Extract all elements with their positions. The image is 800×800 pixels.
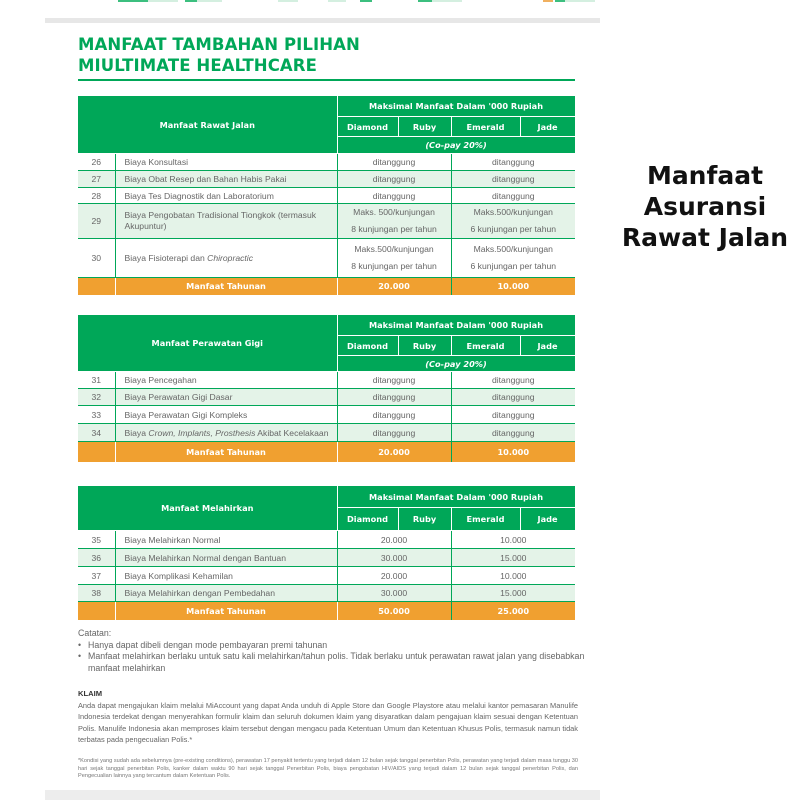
page-separator-top	[45, 18, 600, 23]
label-text: Biaya	[124, 427, 149, 438]
label-text: Biaya Fisioterapi dan	[124, 253, 208, 263]
table-row	[78, 567, 575, 585]
plan-diamond-header: Diamond	[337, 508, 398, 531]
max-benefit-header: Maksimal Manfaat Dalam '000 Rupiah	[337, 486, 575, 508]
annual-total-row	[78, 602, 575, 620]
row-number: 31	[78, 372, 115, 389]
plan-diamond-header: Diamond	[337, 336, 398, 356]
row-number: 27	[78, 171, 115, 188]
table-row	[78, 531, 575, 549]
note-item: • Hanya dapat dibeli dengan mode pembayaran premi tahunan	[78, 640, 588, 652]
row-number: 32	[78, 389, 115, 406]
caption-line-3: Rawat Jalan	[621, 223, 789, 252]
total-diamond-ruby: 20.000	[337, 278, 451, 295]
diamond-ruby-value: ditanggung	[337, 389, 451, 406]
emerald-jade-value: ditanggung	[451, 389, 575, 406]
section-header: Manfaat Rawat Jalan	[78, 96, 337, 154]
visits-per-year: 6 kunjungan per tahun	[470, 261, 557, 271]
max-per-visit: Maks. 500/kunjungan	[353, 207, 435, 217]
benefit-label: Biaya Perawatan Gigi Dasar	[115, 389, 337, 406]
emerald-jade-value: ditanggung	[451, 154, 575, 171]
emerald-jade-value	[451, 239, 575, 278]
total-blank	[78, 602, 115, 620]
footnote-text: *Kondisi yang sudah ada sebelumnya (pre-existing conditions), perawatan 17 penyakit tertentu yang terjadi dalam 12 bulan sejak tanggal penerbitan Polis, perawatan yang terjadi dalam masa tunggu 30 hari sejak tanggal penerbitan Polis, kanker dalam waktu 90 hari sejak tanggal Penerbitan Polis, biaya pengobatan HIV/AIDS yang terjadi dalam 12 bulan sejak tanggal penerbitan Polis, dan Pengecualian lainnya yang tercantum dalam Ketentuan Polis.	[78, 758, 578, 779]
claim-body-text: Anda dapat mengajukan klaim melalui MiAccount yang dapat Anda unduh di Apple Store dan Google Playstore atau melalui kantor pemasaran Manulife Indonesia terdekat dengan menyerahkan formulir klaim dan seluruh dokumen klaim yang disyaratkan dalam pengajuan klaim sesuai dengan Ketentuan Polis. Manulife Indonesia akan memproses klaim tersebut dengan mengacu pada Ketentuan Umum dan Ketentuan Khusus Polis, termasuk namun tidak terbatas pada pengecualian Polis.*	[78, 701, 578, 745]
label-text: Akibat Kecelakaan	[255, 427, 329, 438]
table-row	[78, 171, 575, 188]
plan-ruby-header: Ruby	[398, 117, 451, 137]
diamond-ruby-value: ditanggung	[337, 424, 451, 442]
label-italic-text: Crown, Implants, Prosthesis	[148, 427, 256, 438]
max-benefit-header: Maksimal Manfaat Dalam '000 Rupiah	[337, 96, 575, 117]
annual-total-row	[78, 442, 575, 462]
plan-ruby-header: Ruby	[398, 336, 451, 356]
diamond-ruby-value: 20.000	[337, 567, 451, 585]
notes-list	[78, 640, 588, 675]
plan-emerald-header: Emerald	[451, 117, 520, 137]
visits-per-year: 6 kunjungan per tahun	[470, 224, 557, 234]
diamond-ruby-value: 20.000	[337, 531, 451, 549]
row-number: 35	[78, 531, 115, 549]
benefit-label: Biaya Komplikasi Kehamilan	[115, 567, 337, 585]
note-item: • Manfaat melahirkan berlaku untuk satu kali melahirkan/tahun polis. Tidak berlaku untuk perawatan rawat jalan yang disebabkan manfaat melahirkan	[78, 651, 588, 674]
row-number: 34	[78, 424, 115, 442]
max-benefit-header: Maksimal Manfaat Dalam '000 Rupiah	[337, 315, 575, 336]
side-caption	[605, 160, 800, 253]
diamond-ruby-value: ditanggung	[337, 372, 451, 389]
table-row	[78, 389, 575, 406]
emerald-jade-value: ditanggung	[451, 188, 575, 204]
benefit-label	[115, 424, 337, 442]
section-header: Manfaat Melahirkan	[78, 486, 337, 531]
table-row	[78, 204, 575, 239]
total-blank	[78, 442, 115, 462]
diamond-ruby-value: ditanggung	[337, 406, 451, 424]
benefit-label: Biaya Melahirkan dengan Pembedahan	[115, 585, 337, 602]
visits-per-year: 8 kunjungan per tahun	[351, 261, 437, 271]
copay-note: (Co-pay 20%)	[337, 137, 575, 154]
total-diamond-ruby: 20.000	[337, 442, 451, 462]
diamond-ruby-value: ditanggung	[337, 188, 451, 204]
row-number: 30	[78, 239, 115, 278]
diamond-ruby-value: 30.000	[337, 585, 451, 602]
benefit-label: Biaya Melahirkan Normal dengan Bantuan	[115, 549, 337, 567]
diamond-ruby-value	[337, 204, 451, 239]
plan-emerald-header: Emerald	[451, 508, 520, 531]
benefit-label: Biaya Obat Resep dan Bahan Habis Pakai	[115, 171, 337, 188]
benefit-label: Biaya Pengobatan Tradisional Tiongkok (termasuk Akupuntur)	[115, 204, 337, 239]
benefit-label: Biaya Tes Diagnostik dan Laboratorium	[115, 188, 337, 204]
copay-note: (Co-pay 20%)	[337, 356, 575, 372]
diamond-ruby-value	[337, 239, 451, 278]
annual-total-row	[78, 278, 575, 295]
total-label: Manfaat Tahunan	[115, 602, 337, 620]
emerald-jade-value: 15.000	[451, 549, 575, 567]
emerald-jade-value: 10.000	[451, 531, 575, 549]
emerald-jade-value: 15.000	[451, 585, 575, 602]
table-row	[78, 154, 575, 171]
caption-line-2: Asuransi	[643, 192, 767, 221]
row-number: 33	[78, 406, 115, 424]
diamond-ruby-value: ditanggung	[337, 154, 451, 171]
section-header: Manfaat Perawatan Gigi	[78, 315, 337, 372]
total-emerald-jade: 25.000	[451, 602, 575, 620]
row-number: 29	[78, 204, 115, 239]
table-row	[78, 549, 575, 567]
table-row	[78, 239, 575, 278]
row-number: 37	[78, 567, 115, 585]
benefit-label: Biaya Melahirkan Normal	[115, 531, 337, 549]
emerald-jade-value	[451, 204, 575, 239]
benefit-label: Biaya Perawatan Gigi Kompleks	[115, 406, 337, 424]
diamond-ruby-value: 30.000	[337, 549, 451, 567]
total-emerald-jade: 10.000	[451, 442, 575, 462]
total-label: Manfaat Tahunan	[115, 442, 337, 462]
emerald-jade-value: ditanggung	[451, 424, 575, 442]
row-number: 36	[78, 549, 115, 567]
previous-page-fragment	[78, 0, 578, 2]
table-row	[78, 585, 575, 602]
total-emerald-jade: 10.000	[451, 278, 575, 295]
outpatient-benefits-table	[78, 95, 576, 295]
dental-benefits-table	[78, 314, 576, 462]
claim-heading: KLAIM	[78, 689, 103, 698]
title-line-1: MANFAAT TAMBAHAN PILIHAN	[78, 35, 360, 54]
page-separator-bottom	[45, 790, 600, 800]
benefit-label: Biaya Pencegahan	[115, 372, 337, 389]
title-underline	[78, 79, 575, 81]
emerald-jade-value: ditanggung	[451, 406, 575, 424]
table-row	[78, 188, 575, 204]
emerald-jade-value: ditanggung	[451, 372, 575, 389]
emerald-jade-value: 10.000	[451, 567, 575, 585]
maternity-benefits-table	[78, 485, 576, 620]
table-row	[78, 406, 575, 424]
total-blank	[78, 278, 115, 295]
plan-jade-header: Jade	[520, 336, 575, 356]
notes-heading: Catatan:	[78, 628, 112, 638]
row-number: 26	[78, 154, 115, 171]
notes-section	[78, 628, 588, 674]
plan-diamond-header: Diamond	[337, 117, 398, 137]
title-line-2: MIULTIMATE HEALTHCARE	[78, 56, 317, 75]
label-italic-text: Chiropractic	[207, 253, 253, 263]
row-number: 38	[78, 585, 115, 602]
diamond-ruby-value: ditanggung	[337, 171, 451, 188]
visits-per-year: 8 kunjungan per tahun	[351, 224, 437, 234]
plan-emerald-header: Emerald	[451, 336, 520, 356]
caption-line-1: Manfaat	[646, 161, 764, 190]
document-title	[78, 34, 360, 76]
table-row	[78, 372, 575, 389]
row-number: 28	[78, 188, 115, 204]
max-per-visit: Maks.500/kunjungan	[473, 207, 553, 217]
plan-jade-header: Jade	[520, 117, 575, 137]
table-row	[78, 424, 575, 442]
emerald-jade-value: ditanggung	[451, 171, 575, 188]
max-per-visit: Maks.500/kunjungan	[354, 244, 434, 254]
benefit-label: Biaya Konsultasi	[115, 154, 337, 171]
max-per-visit: Maks.500/kunjungan	[473, 244, 553, 254]
total-label: Manfaat Tahunan	[115, 278, 337, 295]
plan-jade-header: Jade	[520, 508, 575, 531]
benefit-label	[115, 239, 337, 278]
plan-ruby-header: Ruby	[398, 508, 451, 531]
total-diamond-ruby: 50.000	[337, 602, 451, 620]
